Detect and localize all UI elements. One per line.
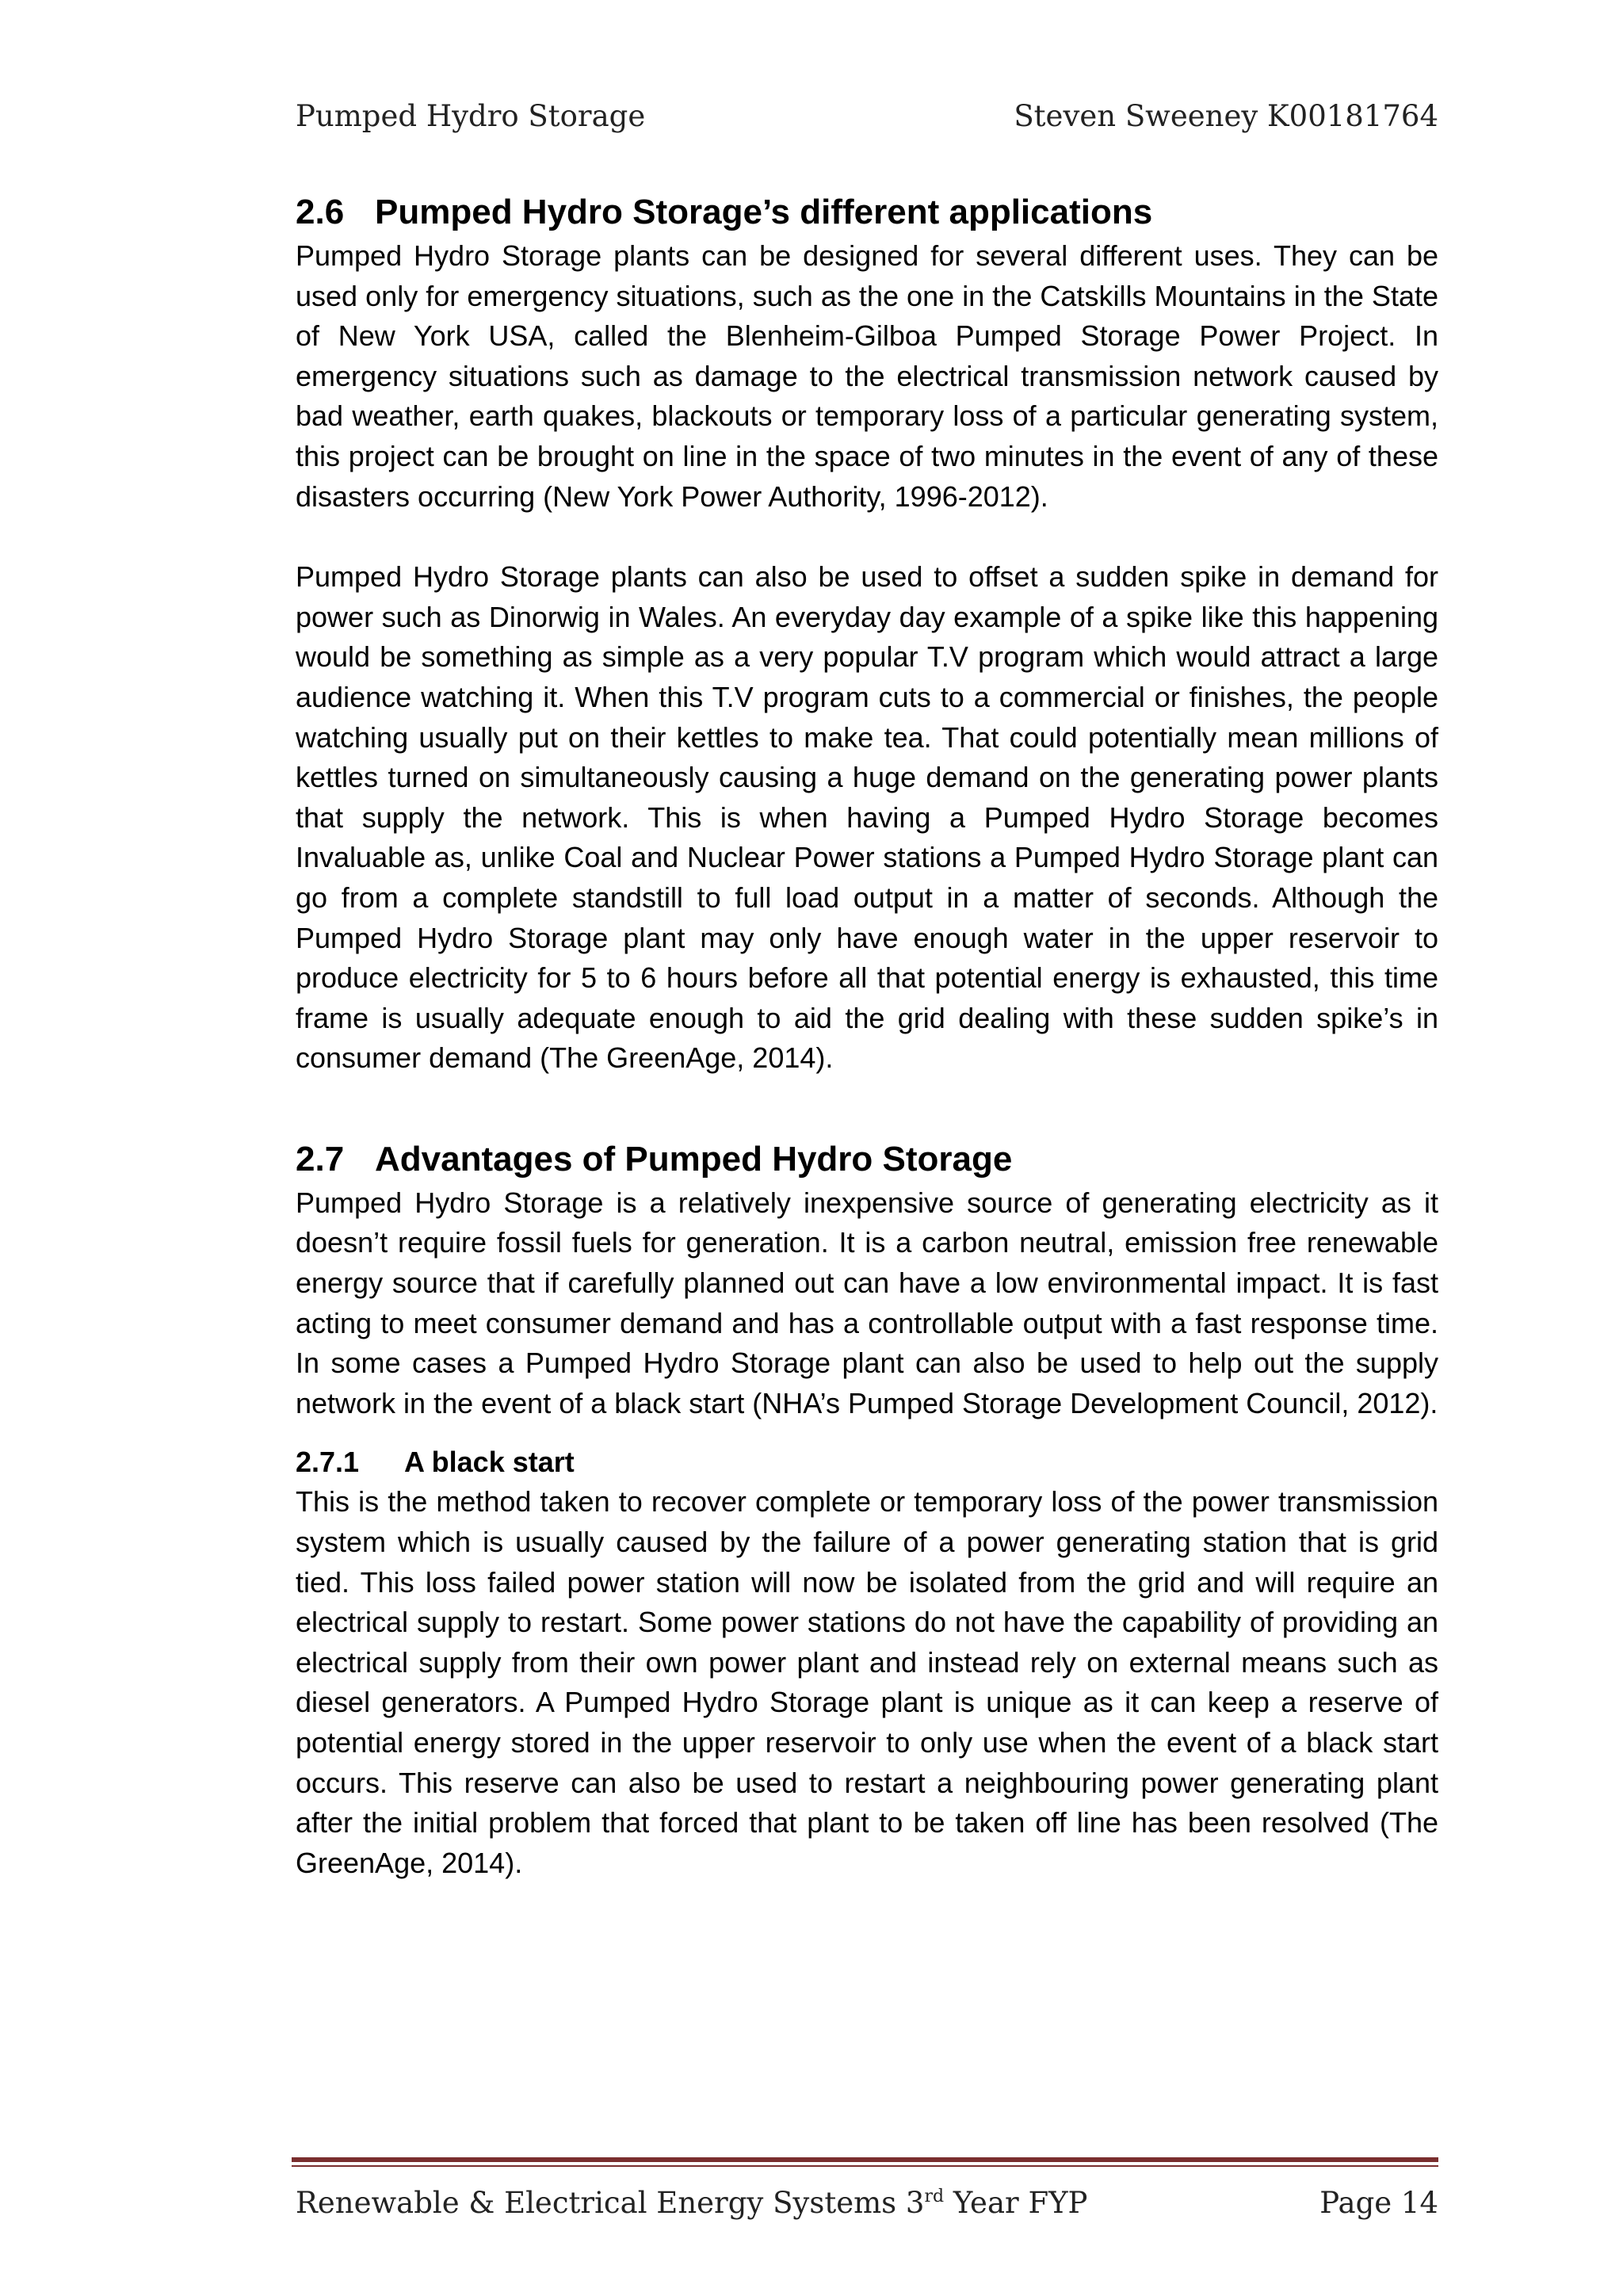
header-author: Steven Sweeney K00181764 (1014, 99, 1438, 133)
subsection-number: 2.7.1 (296, 1446, 360, 1479)
page-content (296, 189, 1438, 1883)
paragraph: Pumped Hydro Storage plants can also be used to offset a sudden spike in demand for power such as Dinorwig in Wales. An everyday day example of a spike like this happening would be something as simple as a very popular T.V program which would attract a large audience watching it. When this T.V program cuts to a commercial or finishes, the people watching usually put on their kettles to make tea. That could potentially mean millions of kettles turned on simultaneously causing a huge demand on the generating power plants that supply the network. This is when having a Pumped Hydro Storage becomes Invaluable as, unlike Coal and Nuclear Power stations a Pumped Hydro Storage plant can go from a complete standstill to full load output in a matter of seconds. Although the Pumped Hydro Storage plant may only have enough water in the upper reservoir to produce electricity for 5 to 6 hours before all that potential energy is exhausted, this time frame is usually adequate enough to aid the grid dealing with these sudden spike’s in consumer demand (The GreenAge, 2014). (296, 560, 1438, 1075)
section-title: Pumped Hydro Storage’s different applications (375, 193, 1153, 231)
footer-divider (292, 2157, 1438, 2162)
paragraph: This is the method taken to recover complete or temporary loss of the power transmission system which is usually caused by the failure of a power generating station that is grid tied. This loss failed power station will now be isolated from the grid and will require an electrical supply to restart. Some power stations do not have the capability of providing an electrical supply from their own power plant and instead rely on external means such as diesel generators. A Pumped Hydro Storage plant is unique as it can keep a reserve of potential energy stored in the upper reservoir to only use when the event of a black start occurs. This reserve can also be used to restart a neighbouring power generating plant after the initial problem that forced that plant to be taken off line has been resolved (The GreenAge, 2014). (296, 1485, 1438, 1879)
page-header (296, 89, 1438, 144)
section-number: 2.6 (296, 193, 345, 231)
section-number: 2.7 (296, 1139, 345, 1179)
paragraph: Pumped Hydro Storage is a relatively inexpensive source of generating electricity as it doesn’t require fossil fuels for generation. It is a carbon neutral, emission free renewable energy source that if carefully planned out can have a low environmental impact. It is fast acting to meet consumer demand and has a controllable output with a fast response time. In some cases a Pumped Hydro Storage plant can also be used to help out the supply network in the event of a black start (NHA’s Pumped Storage Development Council, 2012). (296, 1186, 1438, 1419)
footer-course-text-end: Year FYP (944, 2186, 1088, 2220)
page-footer (296, 2176, 1438, 2231)
footer-course-sup: rd (924, 2187, 945, 2206)
footer-course-text: Renewable & Electrical Energy Systems 3 (296, 2186, 925, 2220)
section-2-6-heading (296, 189, 1438, 236)
page-number: Page 14 (1319, 2186, 1438, 2220)
header-title: Pumped Hydro Storage (296, 99, 646, 133)
section-title: Advantages of Pumped Hydro Storage (375, 1139, 1013, 1179)
section-2-7-heading (296, 1136, 1438, 1183)
subsection-title: A black start (404, 1446, 575, 1479)
footer-course (296, 2176, 1087, 2231)
section-2-7-1-heading (296, 1442, 1438, 1482)
paragraph: Pumped Hydro Storage plants can be designed for several different uses. They can be used only for emergency situations, such as the one in the Catskills Mountains in the State of New York USA, called the Blenheim-Gilboa Pumped Storage Power Project. In emergency situations such as damage to the electrical transmission network caused by bad weather, earth quakes, blackouts or temporary loss of a particular generating system, this project can be brought on line in the space of two minutes in the event of any of these disasters occurring (New York Power Authority, 1996-2012). (296, 239, 1438, 513)
footer-divider-thin (292, 2165, 1438, 2167)
